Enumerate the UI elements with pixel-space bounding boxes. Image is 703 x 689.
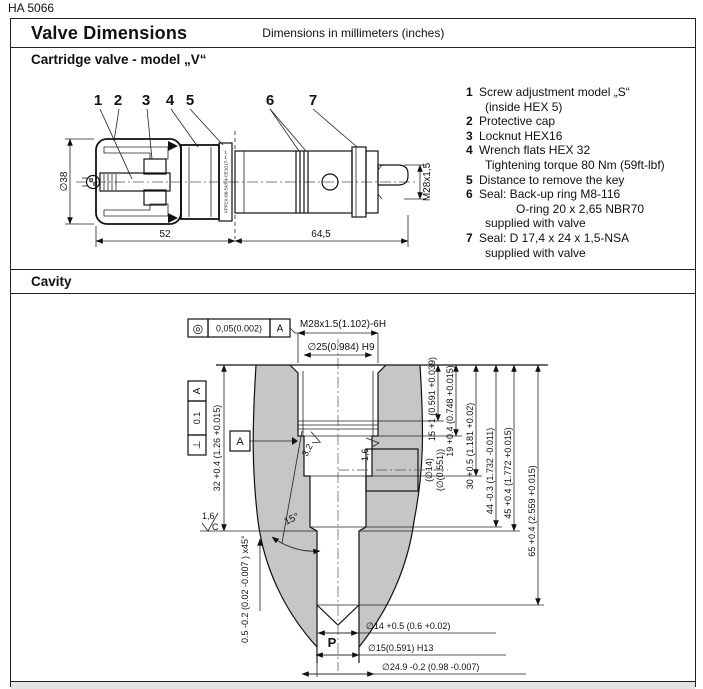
svg-text:32 +0.4 (1.26 +0.015): 32 +0.4 (1.26 +0.015) xyxy=(212,404,222,492)
svg-text:65 +0.4 (2.559 +0.015): 65 +0.4 (2.559 +0.015) xyxy=(527,465,537,557)
legend-item-7: 7 Seal: D 17,4 x 24 x 1,5-NSA xyxy=(466,230,630,245)
svg-text:0.5 -0.2 (0.02 -0.007 ) x45°: 0.5 -0.2 (0.02 -0.007 ) x45° xyxy=(240,535,250,643)
svg-text:3,2: 3,2 xyxy=(299,442,315,458)
svg-text:19 +0.4 (0.748 +0.015): 19 +0.4 (0.748 +0.015) xyxy=(445,365,455,457)
cavity-divider-bottom xyxy=(11,293,695,294)
concentricity-icon: ◎ xyxy=(192,321,204,336)
svg-text:1,6: 1,6 xyxy=(202,511,215,521)
valve-section-heading: Cartridge valve - model „V“ xyxy=(31,52,207,67)
svg-text:15 +1 (0.591 +0.039): 15 +1 (0.591 +0.039) xyxy=(427,356,437,442)
dim-length-645 xyxy=(235,215,408,247)
port-label: P xyxy=(327,635,337,650)
perpendicularity-icon: ⊥ xyxy=(192,440,203,450)
legend-item-2: 2 Protective cap xyxy=(466,114,556,129)
svg-text:52: 52 xyxy=(159,229,171,240)
svg-text:A: A xyxy=(192,387,203,395)
dim-length-52 xyxy=(96,226,235,247)
units-note: Dimensions in millimeters (inches) xyxy=(262,26,445,40)
cavity-section-heading: Cavity xyxy=(31,274,72,289)
valve-legend: 1 Screw adjustment model „S“ (inside HEX 5) 2 Protective cap 3 Locknut HEX16 4 Wrench flats HEX 32 Tightening torque 80 Nm (59ft-lbf) 5 Distance to remove the key 6 Seal: Back-up ring M8-116 O-ring 20 x 2,65 NBR70 supplied with valve 7 Seal: D 17,4 x 24 x 1,5-NSA supplied with valve xyxy=(466,85,696,260)
svg-text:15°: 15° xyxy=(282,511,301,528)
header-bar xyxy=(11,19,695,48)
dim-cavity-thread xyxy=(298,319,386,363)
dim-cavity-32 xyxy=(212,365,224,531)
callout-4: 4 xyxy=(165,92,175,109)
cavity-drawing xyxy=(186,311,571,679)
next-section-strip xyxy=(11,681,695,689)
cavity-divider-top xyxy=(11,269,695,270)
callout-2: 2 xyxy=(113,92,123,109)
legend-item-4: 4 Wrench flats HEX 32 xyxy=(466,143,591,158)
svg-text:(∅(0.551)): (∅(0.551)) xyxy=(435,448,445,492)
protective-cap xyxy=(96,139,181,224)
svg-text:0,05(0.002): 0,05(0.002) xyxy=(215,323,263,334)
callout-1: 1 xyxy=(93,92,103,109)
callout-leader-lines xyxy=(100,109,357,179)
page-frame xyxy=(10,18,696,687)
svg-text:∅38: ∅38 xyxy=(59,171,70,192)
page-title: Valve Dimensions xyxy=(31,22,188,43)
svg-text:∅25(0.984) H9: ∅25(0.984) H9 xyxy=(307,342,375,353)
legend-item-1: 1 Screw adjustment model „S“ xyxy=(466,85,630,99)
svg-text:A: A xyxy=(276,323,284,335)
callout-7: 7 xyxy=(308,92,318,109)
callout-5: 5 xyxy=(185,92,195,109)
svg-text:44 -0.3 (1.732 -0.011): 44 -0.3 (1.732 -0.011) xyxy=(485,427,495,515)
svg-text:45 +0.4 (1.772 +0.015): 45 +0.4 (1.772 +0.015) xyxy=(503,427,513,519)
svg-text:1,6: 1,6 xyxy=(360,448,370,461)
nameplate-code: VPP2X-06-SV/M-CE1017-**-** xyxy=(223,150,229,214)
svg-text:A: A xyxy=(236,436,244,448)
document-code: HA 5066 xyxy=(8,1,55,15)
legend-item-5: 5 Distance to remove the key xyxy=(466,172,625,187)
svg-text:∅14 +0.5 (0.6 +0.02): ∅14 +0.5 (0.6 +0.02) xyxy=(366,621,451,631)
orientation-frame xyxy=(188,381,206,455)
svg-text:0.1: 0.1 xyxy=(192,411,202,425)
dim-chamfer xyxy=(240,535,260,643)
svg-text:64,5: 64,5 xyxy=(311,229,331,240)
dim-cavity-d25 xyxy=(304,342,375,355)
svg-text:M28x1.5(1.102)-6H: M28x1.5(1.102)-6H xyxy=(299,319,387,330)
callout-6: 6 xyxy=(265,92,275,109)
svg-text:∅15(0.591) H13: ∅15(0.591) H13 xyxy=(368,643,434,653)
svg-text:C: C xyxy=(212,522,219,532)
valve-drawing xyxy=(56,89,456,261)
svg-text:(∅14): (∅14) xyxy=(424,458,434,482)
svg-text:30 +0.5 (1.181 +0.02): 30 +0.5 (1.181 +0.02) xyxy=(465,402,475,490)
callout-3: 3 xyxy=(141,92,151,109)
dim-port-d249 xyxy=(302,662,526,674)
svg-text:∅24.9 -0.2 (0.98 -0.007): ∅24.9 -0.2 (0.98 -0.007) xyxy=(382,662,480,672)
dim-port-d14-ref xyxy=(424,449,445,491)
tolerance-frame xyxy=(188,319,298,337)
legend-item-6: 6 Seal: Back-up ring M8-116 xyxy=(466,187,621,202)
legend-item-3: 3 Locknut HEX16 xyxy=(466,128,563,143)
svg-text:M28x1,5: M28x1,5 xyxy=(422,162,433,202)
dim-diameter-38 xyxy=(59,139,94,224)
